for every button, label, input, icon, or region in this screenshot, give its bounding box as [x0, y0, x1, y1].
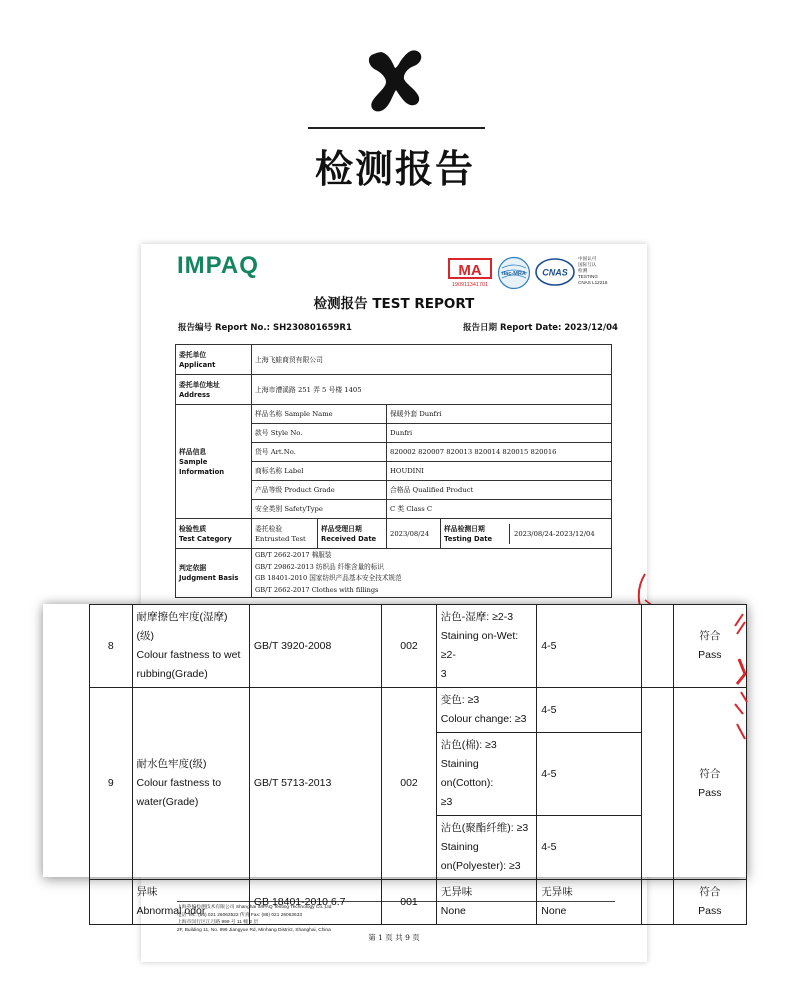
table-row: 8 耐摩擦色牢度(湿摩)(级) Colour fastness to wet rubbing(Grade) GB/T 3920-2008 002 沾色-湿摩: ≥2-3 Staining on-Wet: ≥2- 3 4-5 符合 Pass — [90, 605, 747, 688]
brand-logo-icon — [364, 48, 428, 114]
ilac-mra-icon — [497, 256, 531, 290]
red-stamp-fragment-icon — [731, 604, 747, 877]
cma-seal-icon — [445, 256, 495, 288]
report-info-table — [175, 344, 612, 598]
report-date: 报告日期 Report Date: 2023/12/04 — [463, 323, 618, 333]
applicant-value: 上海飞蛙商贸有限公司 — [252, 345, 612, 375]
results-zoom-panel — [43, 604, 747, 917]
basis-row: 判定依据 Judgment Basis GB/T 2662-2017 棉服装 GB/T 29862-2013 纺织品 纤维含量的标识 GB 18401-2010 国家纺织产品基本安全技术规范 GB/T 2662-2017 Clothes with fillings — [176, 549, 612, 598]
cnas-caption: 中国认可 国际互认 检测 TESTING CNAS L12216 — [578, 256, 608, 285]
title-divider — [308, 127, 485, 129]
sample-row: 安全类别 SafetyType C 类 Class C — [176, 500, 612, 519]
sample-row: 款号 Style No. Dunfri — [176, 424, 612, 443]
table-row: 异味 Abnormal odor GB 18401-2010 6.7 001 无异味 None 无异味 None 符合 Pass — [90, 880, 747, 925]
table-row: 沾色(聚酯纤维): ≥3 Staining on(Polyester): ≥3 4-5 — [90, 816, 747, 880]
cnas-logo-icon — [535, 257, 575, 287]
sample-row: 商标名称 Label HOUDINI — [176, 462, 612, 481]
sample-row: 产品等级 Product Grade 合格品 Qualified Product — [176, 481, 612, 500]
report-footer: 上海英柏检测技术有限公司 Shanghai IMPAQ Testing Technology Co.,Ltd 电话 Tel.: (86) 021 26063522 传真 Fax: (86) 021 26063633 上海市闵行区江月路 999 号 11 幢 2 层 2F, Building 11, No. 999 Jiangyue Rd, Minhang District, Shanghai, China — [177, 905, 332, 933]
applicant-row: 委托单位 Applicant 上海飞蛙商贸有限公司 — [176, 345, 612, 375]
svg-text:ilac-MRA: ilac-MRA — [502, 271, 526, 277]
svg-text:CNAS: CNAS — [542, 267, 568, 278]
category-row: 检验性质 Test Category 委托检验 Entrusted Test 样品受理日期 Received Date 2023/08/24 样品检测日期 Testing Date 2023/08/24-2023/12/04 — [176, 519, 612, 549]
address-value: 上海市漕溪路 251 弄 5 号楼 1405 — [252, 375, 612, 405]
table-row: 9 耐水色牢度(级) Colour fastness to water(Grade) GB/T 5713-2013 002 变色: ≥3 Colour change: ≥3 4-5 符合 Pass — [90, 688, 747, 733]
address-row: 委托单位地址 Address 上海市漕溪路 251 弄 5 号楼 1405 — [176, 375, 612, 405]
report-heading: 检测报告 TEST REPORT — [313, 296, 475, 312]
standards-list: GB/T 2662-2017 棉服装 GB/T 29862-2013 纺织品 纤维含量的标识 GB 18401-2010 国家纺织产品基本安全技术规范 GB/T 2662-2017 Clothes with fillings — [252, 549, 612, 598]
report-number: 报告编号 Report No.: SH230801659R1 — [178, 323, 352, 333]
svg-text:190911341701: 190911341701 — [451, 282, 489, 288]
table-row: 沾色(棉): ≥3 Staining on(Cotton): ≥3 4-5 — [90, 733, 747, 816]
svg-text:MA: MA — [458, 262, 482, 279]
sample-row: 货号 Art.No. 820002 820007 820013 820014 820015 820016 — [176, 443, 612, 462]
results-table — [89, 604, 747, 925]
page-title: 检测报告 — [314, 147, 475, 191]
impaq-logo: IMPAQ — [177, 252, 259, 279]
sample-row: 样品信息 Sample Information 样品名称 Sample Name 保暖外套 Dunfri — [176, 405, 612, 424]
page-number: 第 1 页 共 9 页 — [368, 933, 420, 942]
